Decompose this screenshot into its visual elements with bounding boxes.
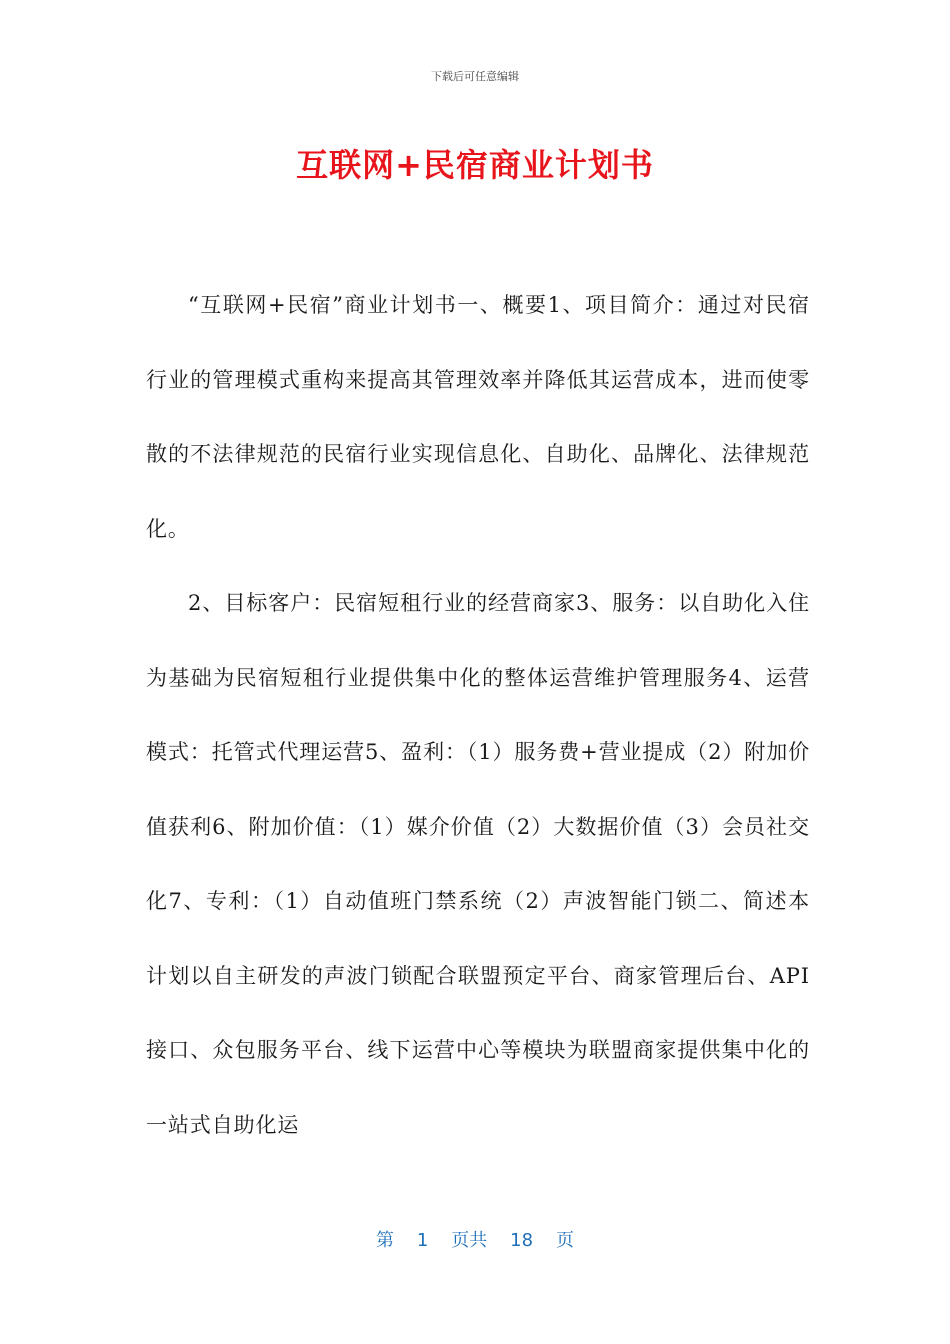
footer-suffix: 页 (555, 1230, 574, 1251)
footer-total-pages: 18 (510, 1230, 534, 1251)
page-footer (0, 1226, 950, 1252)
document-body (146, 268, 810, 1162)
footer-prefix: 第 (376, 1230, 395, 1251)
paragraph-2: 2、目标客户：民宿短租行业的经营商家3、服务：以自助化入住为基础为民宿短租行业提供集中化的整体运营维护管理服务4、运营模式：托管式代理运营5、盈利：（1）服务费+营业提成（2）附加价值获利6、附加价值：（1）媒介价值（2）大数据价值（3）会员社交化7、专利：（1）自动值班门禁系统（2）声波智能门锁二、简述本计划以自主研发的声波门锁配合联盟预定平台、商家管理后台、API接口、众包服务平台、线下运营中心等模块为联盟商家提供集中化的一站式自助化运 (146, 591, 810, 1137)
header-note: 下载后可任意编辑 (431, 70, 519, 83)
paragraph-1: “互联网+民宿”商业计划书一、概要1、项目简介：通过对民宿行业的管理模式重构来提高其管理效率并降低其运营成本，进而使零散的不法律规范的民宿行业实现信息化、自助化、品牌化、法律规范化。 (146, 293, 810, 541)
footer-page-number: 1 (416, 1230, 429, 1251)
footer-middle: 页共 (451, 1230, 488, 1251)
document-title: 互联网+民宿商业计划书 (296, 146, 654, 184)
